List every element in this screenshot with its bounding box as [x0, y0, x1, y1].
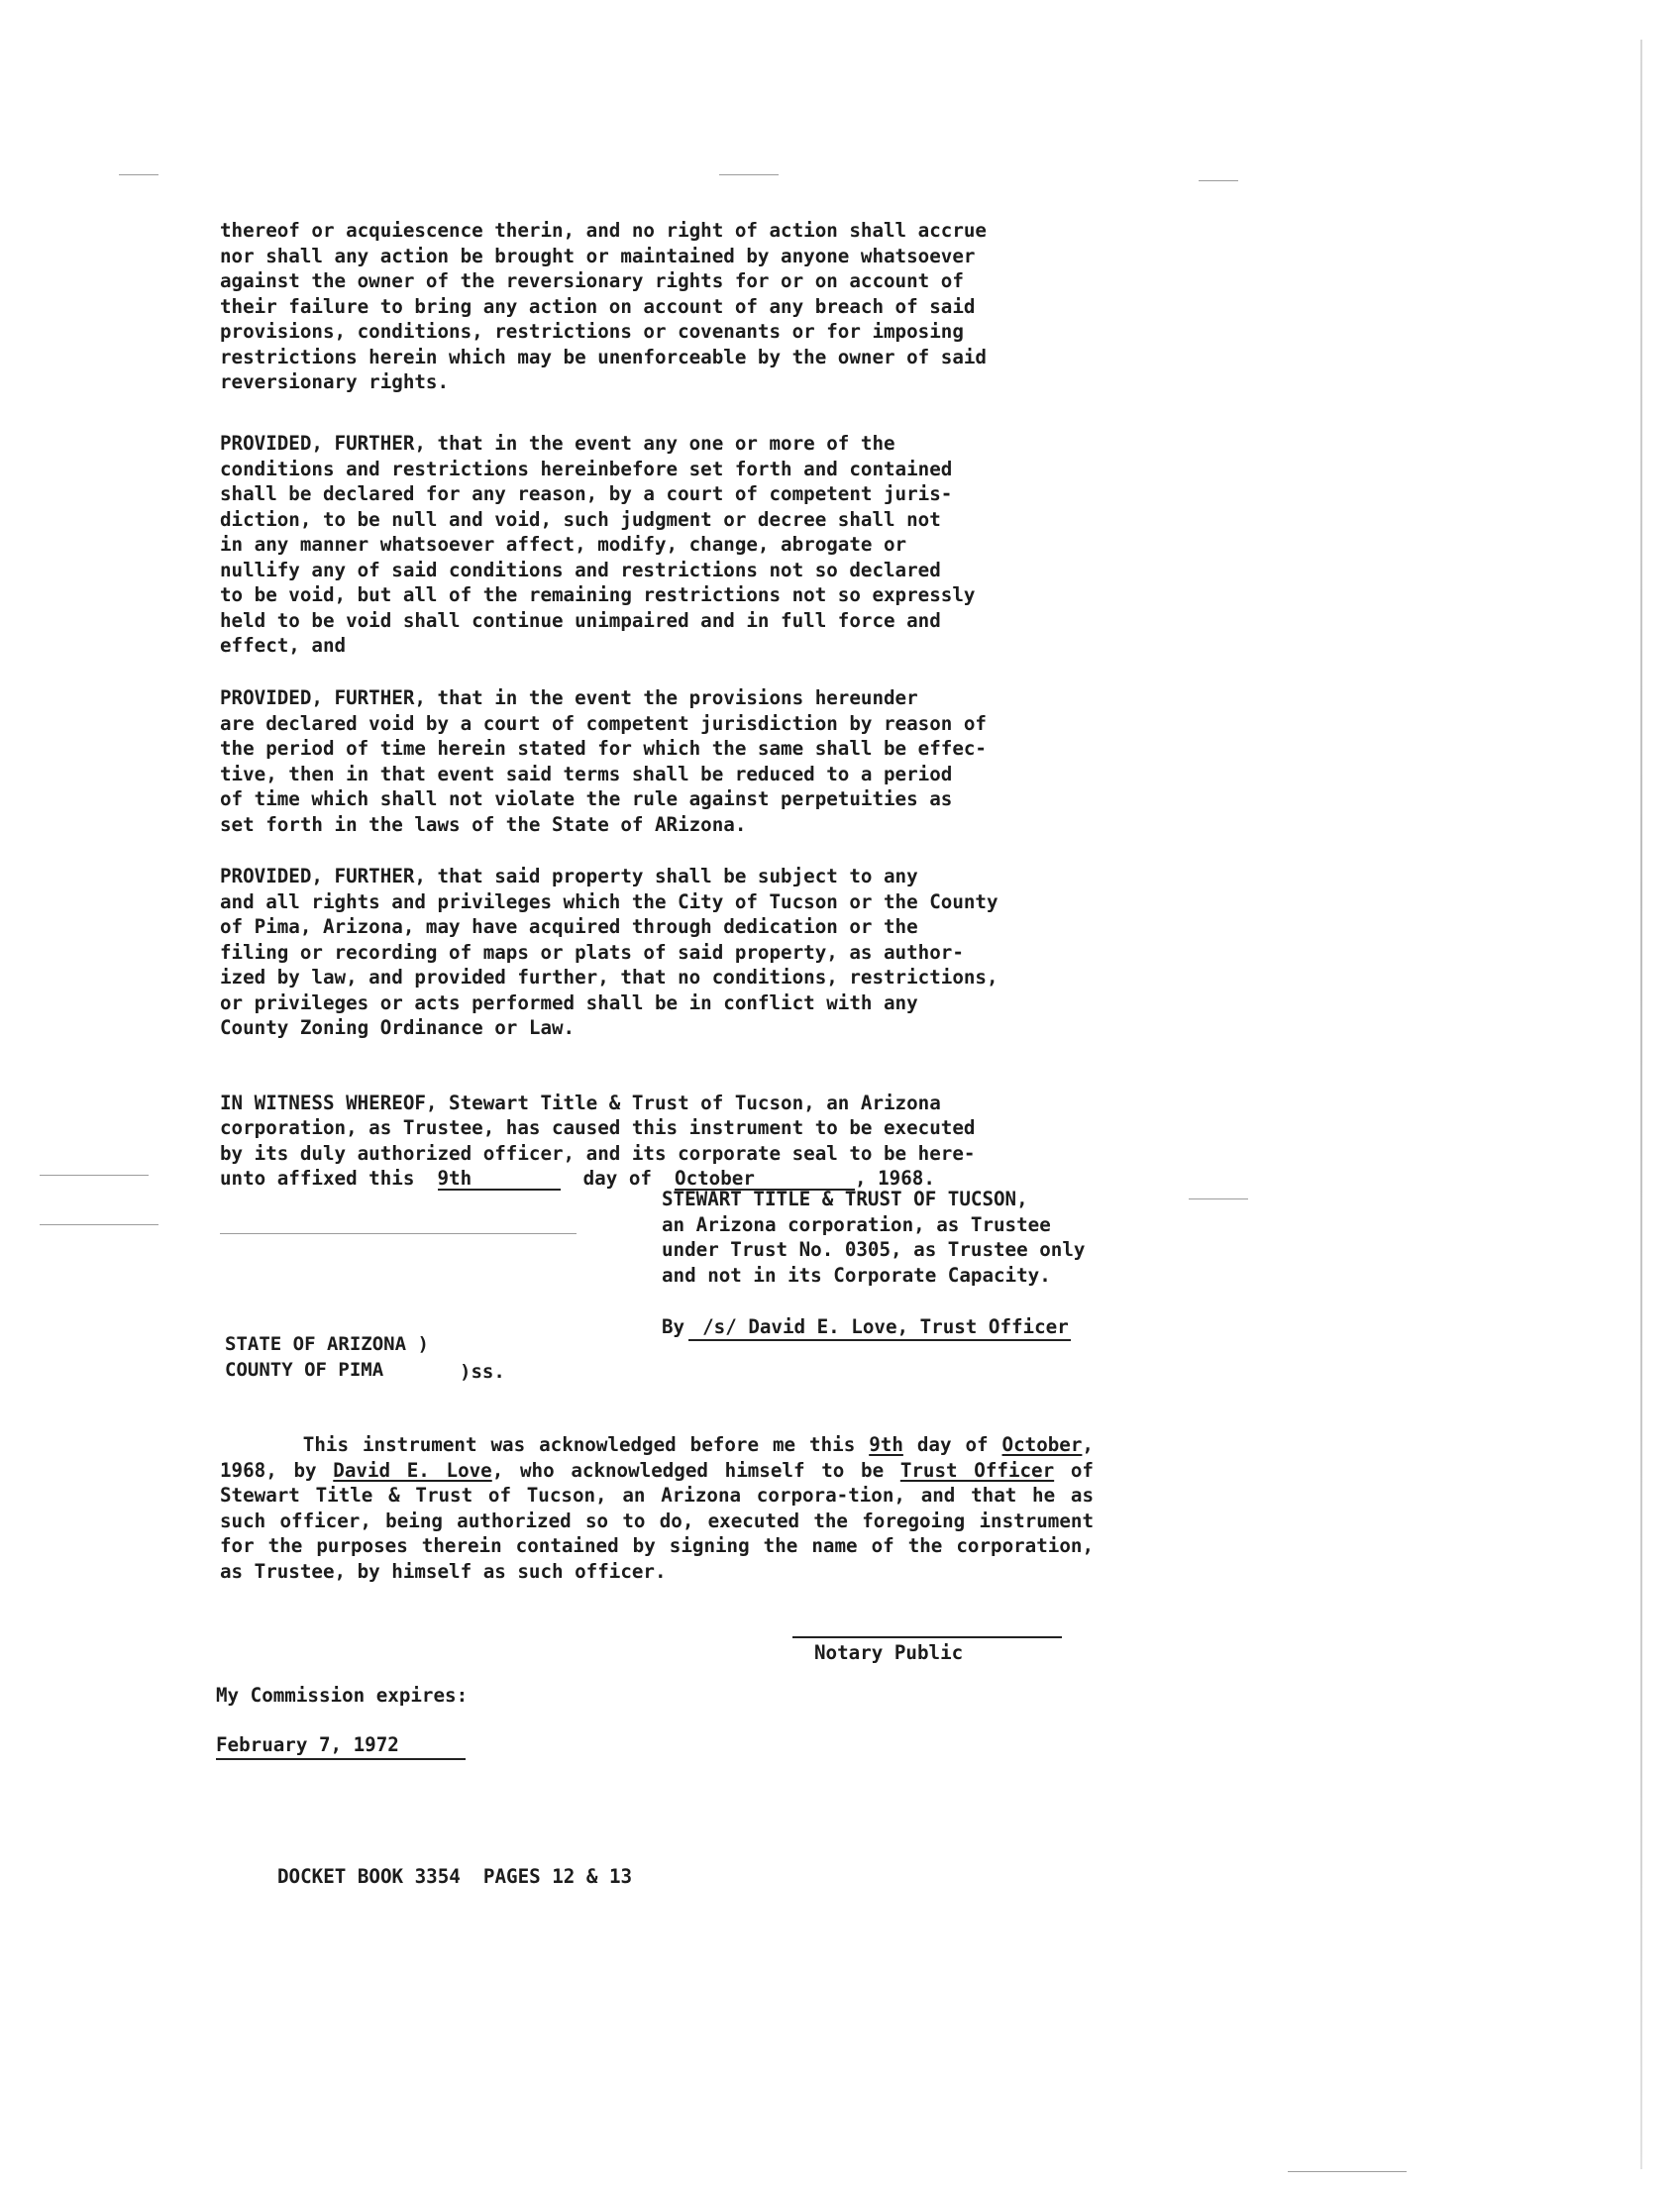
notary-signature-line — [792, 1636, 1062, 1638]
by-label: By — [662, 1315, 685, 1338]
scan-speck — [1189, 1198, 1248, 1199]
acknowledgment-paragraph — [220, 1432, 1094, 1584]
commission-label: My Commission expires: — [216, 1684, 469, 1707]
paragraph-city-county-rights: PROVIDED, FURTHER, that said property shall be subject to any and all rights and privileges which the City of Tucson or the County of Pima, Arizona, may have acquired through dedication or the filing or recording of maps or plats of said property, as author- ized by law, and provided further, that no conditions, restrictions, or privileges or acts performed shall be in conflict with any County Zoning Ordinance or Law. — [220, 865, 998, 1039]
affixed-prefix: unto affixed this — [220, 1167, 415, 1190]
trustee-name: STEWART TITLE & TRUST OF TUCSON, — [662, 1188, 1028, 1210]
scan-speck — [1199, 180, 1238, 181]
ack-officer-name: David E. Love — [333, 1458, 492, 1482]
docket-reference: DOCKET BOOK 3354 PAGES 12 & 13 — [277, 1865, 633, 1888]
ack-himself: , who acknowledged himself to be — [491, 1458, 885, 1482]
scan-speck — [119, 174, 158, 175]
venue-county: COUNTY OF PIMA — [225, 1359, 384, 1381]
scan-speck — [40, 1175, 149, 1176]
paragraph-reversionary-rights: thereof or acquiescence therin, and no right of action shall accrue nor shall any action be brought or maintained by anyone whatsoever against the owner of the reversionary rights for or on account of their failure to bring any action on account of any breach of said provisions, conditions, restrictions or covenants or for imposing restrictions herein which may be unenforceable by the owner of said reversionary rights. — [220, 219, 987, 393]
trustee-line-4: and not in its Corporate Capacity. — [662, 1263, 1051, 1287]
trustee-line-2: an Arizona corporation, as Trustee — [662, 1212, 1051, 1236]
scan-speck — [40, 1224, 158, 1225]
venue-ss: )ss. — [460, 1361, 505, 1383]
witness-month-blank: October — [675, 1169, 855, 1191]
venue-block — [225, 1331, 505, 1383]
ack-month: October — [1001, 1433, 1083, 1456]
ack-body: of Stewart Title & Trust of Tucson, an Arizona corpora-tion, and that he as such officer, being authorized so to do, executed the foregoing instrument for the purposes therein contained by signing the name of the corporation, as Trustee, by himself as such officer. — [220, 1458, 1094, 1583]
scan-edge-line — [1640, 40, 1642, 2169]
scan-speck — [1288, 2171, 1407, 2172]
ack-officer-title: Trust Officer — [899, 1458, 1055, 1482]
scan-speck — [220, 1233, 577, 1234]
venue-state: STATE OF ARIZONA ) — [225, 1333, 429, 1355]
paragraph-perpetuities: PROVIDED, FURTHER, that in the event the provisions hereunder are declared void by a court of competent jurisdiction by reason of the period of time herein stated for which the same shall be effec- tive, then in that event said terms shall be reduced to a period of time which shall not violate the rule against perpetuities as set forth in the laws of the State of ARizona. — [220, 686, 987, 836]
by-signature-line — [662, 1315, 1071, 1341]
trustee-signature-block — [662, 1187, 1137, 1288]
witness-day-blank: 9th — [438, 1169, 561, 1191]
ack-intro: This instrument was acknowledged before me this — [220, 1433, 856, 1456]
paragraph-severability: PROVIDED, FURTHER, that in the event any one or more of the conditions and restrictions hereinbefore set forth and contained shall be declared for any reason, by a court of competent juris- diction, to be null and void, such judgment or decree shall not in any manner whatsoever affect, modify, change, abrogate or nullify any of said conditions and restrictions not so declared to be void, but all of the remaining restrictions not so expressly held to be void shall continue unimpaired and in full force and effect, and — [220, 432, 976, 657]
ack-day: 9th — [869, 1433, 903, 1456]
witness-year: , 1968. — [855, 1167, 935, 1190]
commission-expiry-date: February 7, 1972 — [216, 1733, 466, 1760]
in-witness-text: IN WITNESS WHEREOF, Stewart Title & Trust of Tucson, an Arizona corporation, as Trustee, has caused this instrument to be executed by its duly authorized officer, and its corporate seal to be here- — [220, 1091, 976, 1165]
notary-public-label: Notary Public — [814, 1641, 964, 1664]
day-of-text: day of — [582, 1167, 652, 1190]
ack-year-by: , 1968, by — [220, 1433, 1094, 1482]
ack-day-of: day of — [916, 1433, 989, 1456]
trustee-line-3: under Trust No. 0305, as Trustee only — [662, 1238, 1086, 1261]
scan-speck — [719, 174, 779, 175]
officer-signature: /s/ David E. Love, Trust Officer — [688, 1315, 1071, 1341]
